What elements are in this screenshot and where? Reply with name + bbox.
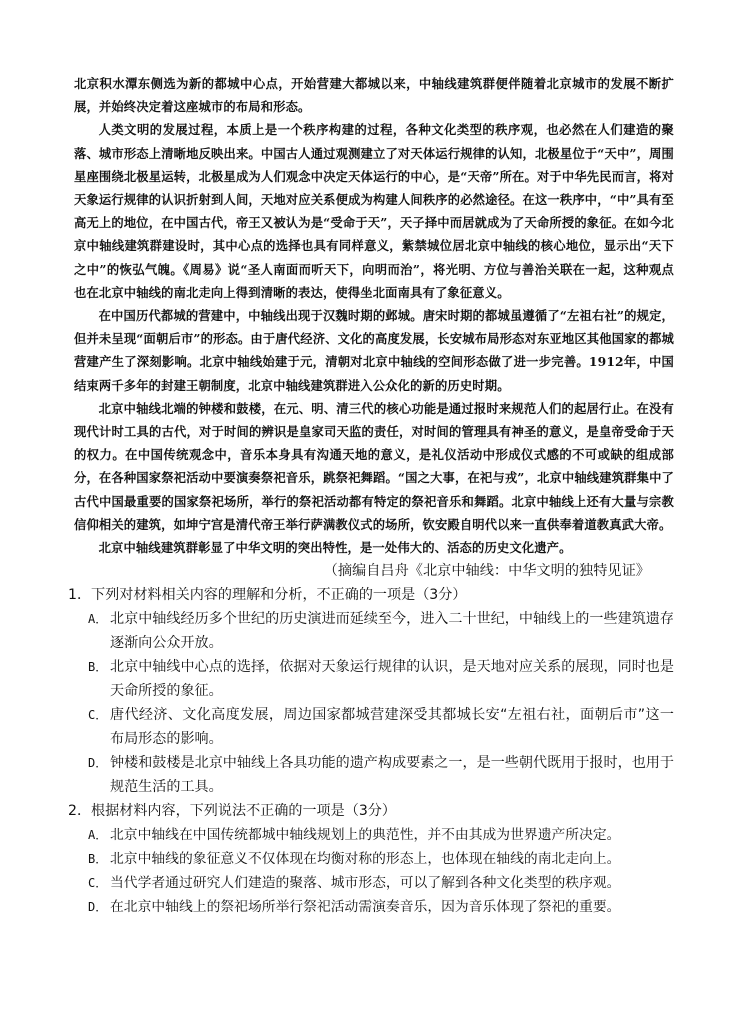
option-text: 在北京中轴线上的祭祀场所举行祭祀活动需演奏音乐，因为音乐体现了祭祀的重要。	[110, 899, 621, 916]
passage-paragraph-5: 北京中轴线建筑群彰显了中华文明的突出特性，是一处伟大的、活态的历史文化遗产。	[98, 540, 572, 556]
option-text: 北京中轴线的象征意义不仅体现在均衡对称的形态上，也体现在轴线的南北走向上。	[110, 851, 621, 868]
reading-passage	[74, 72, 674, 559]
option-text: 北京中轴线在中国传统都城中轴线规划上的典范性，并不由其成为世界遗产所决定。	[110, 827, 621, 844]
question-2	[68, 799, 674, 919]
option-c	[74, 703, 674, 751]
option-text: 当代学者通过研究人们建造的聚落、城市形态，可以了解到各种文化类型的秩序观。	[110, 875, 621, 892]
option-a	[74, 823, 674, 847]
option-text: 北京中轴线中心点的选择，依据对天象运行规律的认识，是天地对应关系的展现，同时也是天命所授的象征。	[110, 659, 674, 700]
option-b	[74, 847, 674, 871]
option-key: D．	[88, 900, 108, 915]
question-stem: 1．下列对材料相关内容的理解和分析，不正确的一项是（3分）	[68, 587, 467, 604]
option-text: 北京中轴线经历多个世纪的历史演进而延续至今，进入二十世纪，中轴线上的一些建筑遗存逐渐向公众开放。	[110, 611, 674, 652]
option-key: C．	[88, 708, 108, 723]
option-d	[74, 895, 674, 919]
passage-paragraph-3: 在中国历代都城的营建中，中轴线出现于汉魏时期的邺城。唐宋时期的都城虽遵循了“左祖右社”的规定，但并未呈现“面朝后市”的形态。由于唐代经济、文化的高度发展，长安城布局形态对东亚地区其他国家的都城营建产生了深刻影响。北京中轴线始建于元，清朝对北京中轴线的空间形态做了进一步完善。1912年，中国结束两千多年的封建王朝制度，北京中轴线建筑群进入公众化的新的历史时期。	[74, 308, 674, 393]
option-key: A．	[88, 828, 108, 843]
question-stem: 2．根据材料内容，下列说法不正确的一项是（3分）	[68, 803, 396, 820]
question-1	[68, 583, 674, 799]
passage-paragraph-2: 人类文明的发展过程，本质上是一个秩序构建的过程，各种文化类型的秩序观，也必然在人们建造的聚落、城市形态上清晰地反映出来。中国古人通过观测建立了对天体运行规律的认知，北极星位于“天中”，周围星座围绕北极星运转，北极星成为人们观念中决定天体运行的中心，是“天帝”所在。对于中华先民而言，将对天象运行规律的认识折射到人间，天地对应关系便成为构建人间秩序的必然途径。在这一秩序中，“中”具有至高无上的地位，在中国古代，帝王又被认为是“受命于天”，天子择中而居就成为了天命所授的象征。在如今北京中轴线建筑群建设时，其中心点的选择也具有同样意义，紫禁城位居北京中轴线的核心地位，显示出“天下之中”的恢弘气魄。《周易》说“圣人南面而听天下，向明而治”，将光明、方位与善治关联在一起，这种观点也在北京中轴线的南北走向上得到清晰的表达，使得坐北面南具有了象征意义。	[74, 122, 674, 300]
option-text: 唐代经济、文化高度发展，周边国家都城营建深受其都城长安“左祖右社，面朝后市”这一布局形态的影响。	[110, 707, 674, 748]
option-a	[74, 607, 674, 655]
passage-paragraph-1: 北京积水潭东侧选为新的都城中心点，开始营建大都城以来，中轴线建筑群便伴随着北京城市的发展不断扩展，并始终决定着这座城市的布局和形态。	[74, 76, 674, 115]
option-text: 钟楼和鼓楼是北京中轴线上各具功能的遗产构成要素之一，是一些朝代既用于报时，也用于规范生活的工具。	[110, 755, 674, 796]
option-b	[74, 655, 674, 703]
option-c	[74, 871, 674, 895]
option-d	[74, 751, 674, 799]
option-key: A．	[88, 612, 108, 627]
question-list	[68, 583, 674, 919]
option-key: D．	[88, 756, 108, 771]
option-key: C．	[88, 876, 108, 891]
passage-source: （摘编自吕舟《北京中轴线：中华文明的独特见证》	[323, 563, 650, 580]
option-key: B．	[88, 852, 108, 867]
option-key: B．	[88, 660, 108, 675]
passage-paragraph-4: 北京中轴线北端的钟楼和鼓楼，在元、明、清三代的核心功能是通过报时来规范人们的起居行止。在没有现代计时工具的古代，对于时间的辨识是皇家司天监的责任，对时间的管理具有神圣的意义，是皇帝受命于天的权力。在中国传统观念中，音乐本身具有沟通天地的意义，是礼仪活动中形成仪式感的不可或缺的组成部分，在各种国家祭祀活动中要演奏祭祀音乐，跳祭祀舞蹈。“国之大事，在祀与戎”，北京中轴线建筑群集中了古代中国最重要的国家祭祀场所，举行的祭祀活动都有特定的祭祀音乐和舞蹈。北京中轴线上还有大量与宗教信仰相关的建筑，如坤宁宫是清代帝王举行萨满教仪式的场所，钦安殿自明代以来一直供奉着道教真武大帝。	[74, 400, 674, 532]
